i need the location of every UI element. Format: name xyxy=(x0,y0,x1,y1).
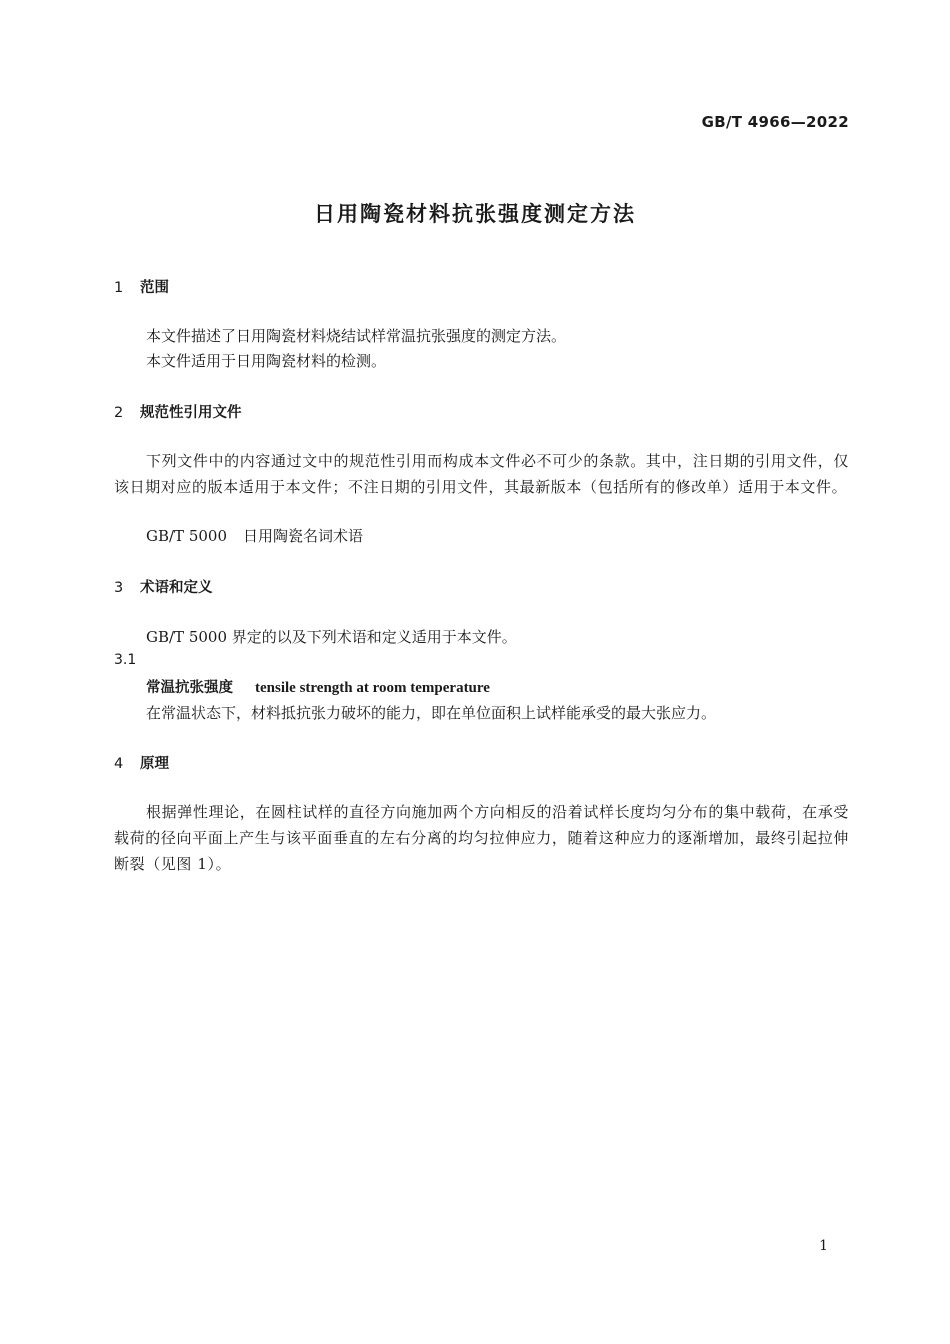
section-2-paragraph: 下列文件中的内容通过文中的规范性引用而构成本文件必不可少的条款。其中，注日期的引用文件，仅该日期对应的版本适用于本文件；不注日期的引用文件，其最新版本（包括所有的修改单）适用于本文件。 xyxy=(114,452,849,496)
standard-number: GB/T 4966—2022 xyxy=(701,113,849,131)
section-4-title: 原理 xyxy=(140,756,169,772)
reference-title: 日用陶瓷名词术语 xyxy=(243,527,364,545)
section-1-paragraph-2: 本文件适用于日用陶瓷材料的检测。 xyxy=(146,352,387,370)
document-title: 日用陶瓷材料抗张强度测定方法 xyxy=(314,202,636,226)
section-3-title: 术语和定义 xyxy=(140,580,213,596)
section-4-number: 4 xyxy=(114,756,124,772)
term-definition: 在常温状态下，材料抵抗张力破坏的能力，即在单位面积上试样能承受的最大张应力。 xyxy=(146,704,717,722)
page-number: 1 xyxy=(819,1238,828,1254)
section-3-heading xyxy=(114,576,213,597)
section-3-number: 3 xyxy=(114,580,124,596)
reference-code: GB/T 5000 xyxy=(146,527,228,545)
section-2-title: 规范性引用文件 xyxy=(140,405,242,421)
section-1-number: 1 xyxy=(114,280,124,296)
normative-reference xyxy=(146,523,363,549)
section-1-heading xyxy=(114,276,169,297)
section-1-paragraph-1: 本文件描述了日用陶瓷材料烧结试样常温抗张强度的测定方法。 xyxy=(146,327,567,345)
section-4-paragraph: 根据弹性理论，在圆柱试样的直径方向施加两个方向相反的沿着试样长度均匀分布的集中载荷，在承受载荷的径向平面上产生与该平面垂直的左右分离的均匀拉伸应力，随着这种应力的逐渐增加，最终引起拉伸断裂（见图 1）。 xyxy=(114,803,849,873)
section-4-heading xyxy=(114,752,169,773)
section-2-number: 2 xyxy=(114,405,124,421)
term-number: 3.1 xyxy=(114,652,137,668)
term-heading xyxy=(146,676,490,697)
section-3-paragraph: GB/T 5000 界定的以及下列术语和定义适用于本文件。 xyxy=(146,628,517,646)
section-2-heading xyxy=(114,401,242,422)
term-name-en: tensile strength at room temperature xyxy=(255,680,490,696)
section-1-title: 范围 xyxy=(140,280,169,296)
term-name-zh: 常温抗张强度 xyxy=(146,680,233,696)
